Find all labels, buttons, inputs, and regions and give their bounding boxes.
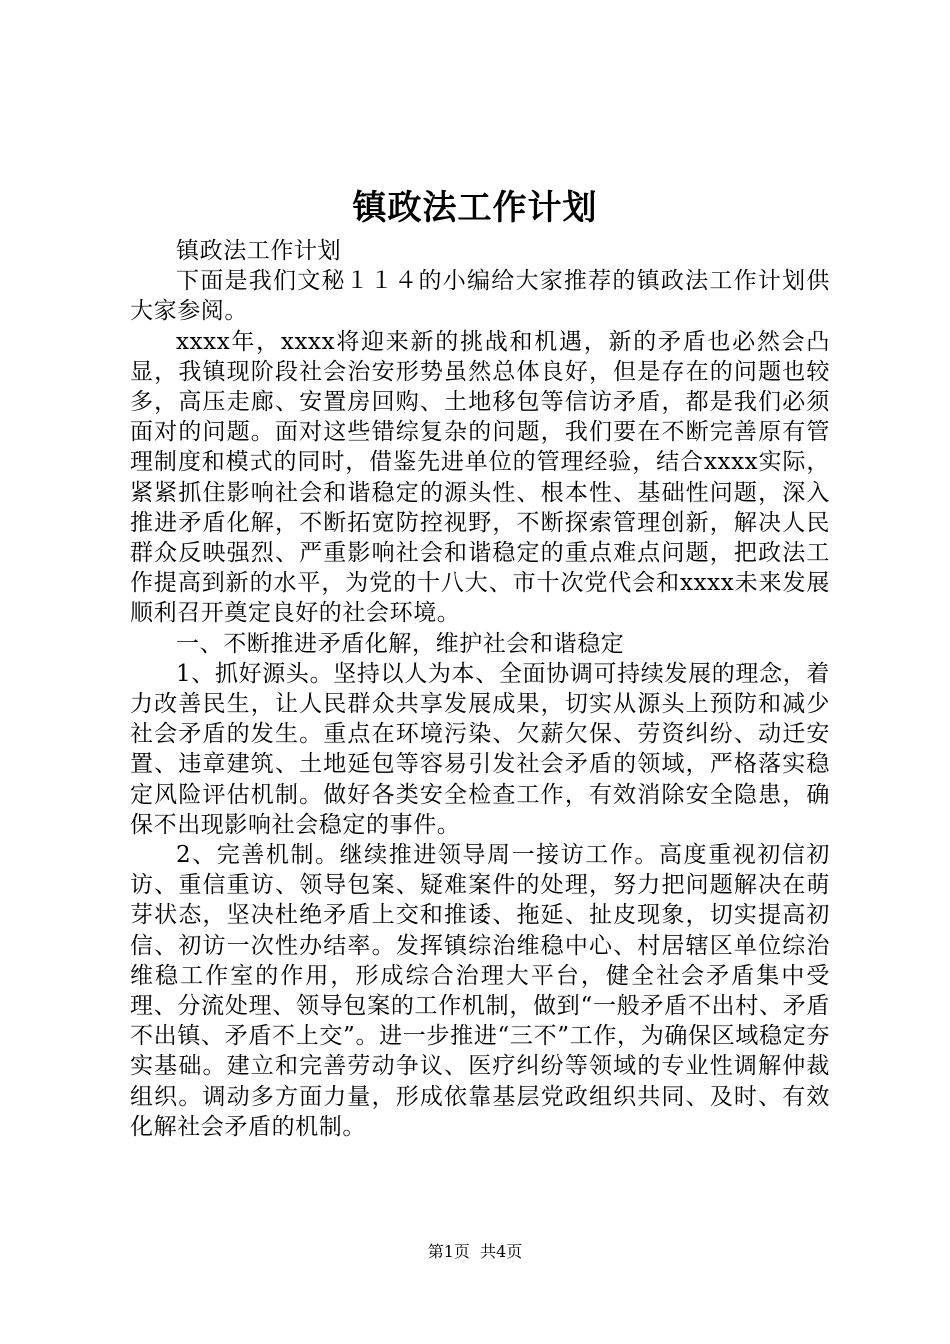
document-title: 镇政法工作计划 — [352, 188, 598, 228]
paragraph-intro: 下面是我们文秘１１４的小编给大家推荐的镇政法工作计划供大家参阅。 — [130, 268, 830, 325]
paragraph-item-1: 1、抓好源头。坚持以人为本、全面协调可持续发展的理念，着力改善民生，让人民群众共享发展成果，切实从源头上预防和减少社会矛盾的发生。重点在环境污染、欠薪欠保、劳资纠纷、动迁安置、违章建筑、土地延包等容易引发社会矛盾的领域，严格落实稳定风险评估机制。做好各类安全检查工作，有效消除安全隐患，确保不出现影响社会稳定的事件。 — [130, 660, 830, 838]
paragraph-subtitle: 镇政法工作计划 — [176, 238, 342, 264]
document-body — [130, 236, 830, 1142]
section-heading-1: 一、不断推进矛盾化解，维护社会和谐稳定 — [176, 630, 625, 657]
paragraph-overview: xxxx年，xxxx将迎来新的挑战和机遇，新的矛盾也必然会凸显，我镇现阶段社会治安形势虽然总体良好，但是存在的问题也较多，高压走廊、安置房回购、土地移包等信访矛盾，都是我们必须面对的问题。面对这些错综复杂的问题，我们要在不断完善原有管理制度和模式的同时，借鉴先进单位的管理经验，结合xxxx实际，紧紧抓住影响社会和谐稳定的源头性、根本性、基础性问题，深入推进矛盾化解，不断拓宽防控视野，不断探索管理创新，解决人民群众反映强烈、严重影响社会和谐稳定的重点难点问题，把政法工作提高到新的水平，为党的十八大、市十次党代会和xxxx未来发展顺利召开奠定良好的社会环境。 — [130, 328, 830, 627]
page-number: 第1页 — [427, 1242, 470, 1261]
page-total: 共4页 — [480, 1242, 523, 1261]
page-footer — [0, 1240, 950, 1264]
paragraph-item-2: 2、完善机制。继续推进领导周一接访工作。高度重视初信初访、重信重访、领导包案、疑难案件的处理，努力把问题解决在萌芽状态，坚决杜绝矛盾上交和推诿、拖延、扯皮现象，切实提高初信、初访一次性办结率。发挥镇综治维稳中心、村居辖区单位综治维稳工作室的作用，形成综合治理大平台，健全社会矛盾集中受理、分流处理、领导包案的工作机制，做到“一般矛盾不出村、矛盾不出镇、矛盾不上交”。进一步推进“三不”工作，为确保区域稳定夯实基础。建立和完善劳动争议、医疗纠纷等领域的专业性调解仲裁组织。调动多方面力量，形成依靠基层党政组织共同、及时、有效化解社会矛盾的机制。 — [130, 842, 830, 1140]
